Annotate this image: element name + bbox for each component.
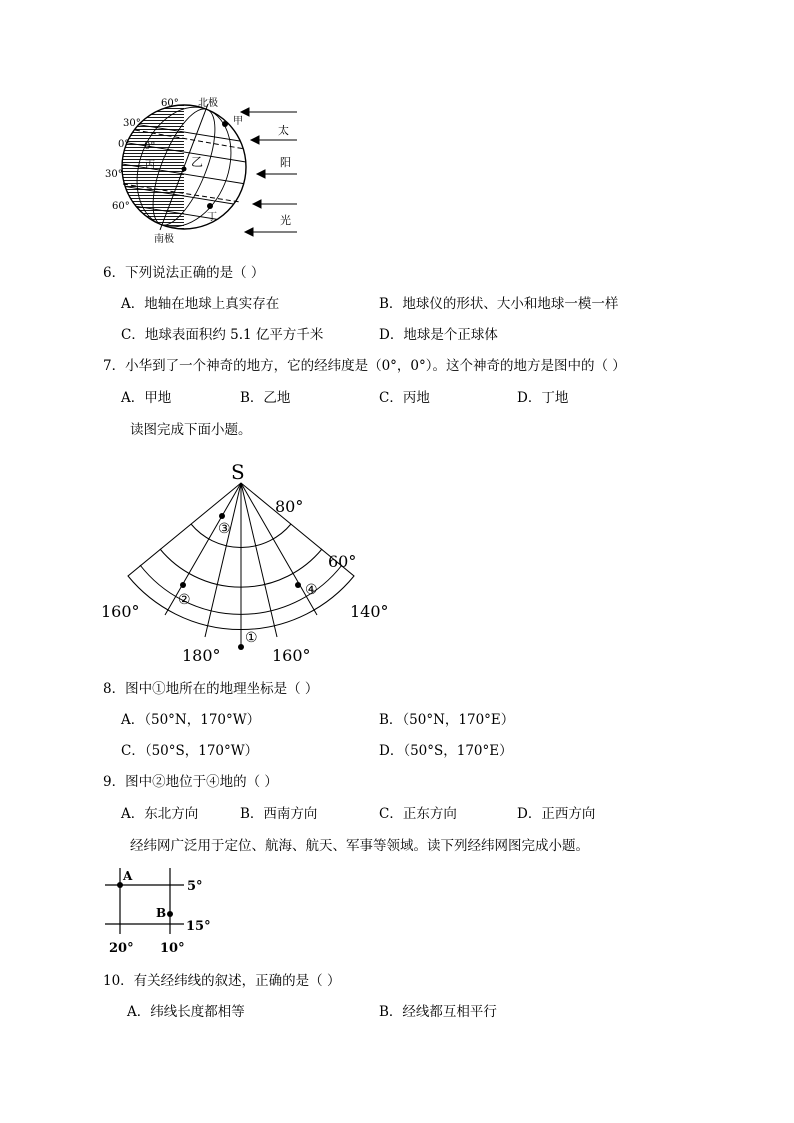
sunlight-label: 太 (278, 124, 289, 137)
lat-label: 0° (118, 139, 130, 150)
q8-option-c: C．（50°S，170°W） (121, 743, 259, 759)
q8-option-b: B．（50°N，170°E） (379, 712, 515, 728)
point-label: 甲 (233, 116, 243, 127)
point-label: A (123, 869, 133, 883)
q9-option-a: A．东北方向 (121, 806, 199, 822)
point-yi (182, 167, 187, 172)
q7-option-c: C．丙地 (379, 390, 430, 406)
lat-label: 60° (112, 201, 130, 212)
point-label: ③ (218, 521, 231, 537)
q6-option-c: C．地球表面积约 5.1 亿平方千米 (121, 327, 324, 343)
inner-zero-label: 0° (144, 141, 156, 152)
lat-label: 30° (105, 169, 123, 180)
point-label: ② (178, 592, 191, 608)
north-pole-label: 北极 (198, 98, 218, 109)
question-10-stem: 10．有关经纬线的叙述，正确的是（ ） (103, 973, 341, 989)
polar-map-figure (95, 455, 405, 670)
question-8-stem: 8．图中①地所在的地理坐标是（ ） (103, 681, 319, 697)
point-label: ① (245, 630, 258, 646)
point-ding (207, 203, 213, 209)
q10-option-b: B．经线都互相平行 (379, 1004, 497, 1020)
point-label: B (156, 906, 167, 920)
lat-label: 80° (275, 497, 304, 516)
globe-figure (95, 92, 315, 252)
point-jia (222, 121, 228, 127)
q7-option-a: A．甲地 (121, 390, 172, 406)
lon-label: 140° (350, 602, 389, 621)
q9-option-c: C．正东方向 (379, 806, 457, 822)
point-label: 丙 (145, 160, 155, 171)
q9-option-b: B．西南方向 (240, 806, 318, 822)
point-label: 丁 (207, 212, 217, 223)
question-9-stem: 9．图中②地位于④地的（ ） (103, 774, 278, 790)
q6-option-b: B．地球仪的形状、大小和地球一模一样 (379, 296, 619, 312)
sunlight-label: 光 (280, 214, 291, 227)
lat-label: 30° (123, 118, 141, 129)
q9-option-d: D．正西方向 (517, 806, 596, 822)
lon-label: 180° (182, 646, 221, 665)
lon-label: 10° (160, 941, 185, 956)
q6-option-d: D．地球是个正球体 (379, 327, 498, 343)
south-pole-label: S (231, 460, 245, 484)
q7-option-b: B．乙地 (240, 390, 291, 406)
latlon-grid-figure (100, 868, 220, 960)
q8-option-a: A．（50°N，170°W） (121, 712, 261, 728)
lat-label: 15° (186, 919, 211, 934)
lat-label: 5° (187, 879, 203, 894)
q6-option-a: A．地轴在地球上真实存在 (121, 296, 280, 312)
question-7-stem: 7．小华到了一个神奇的地方，它的经纬度是（0°，0°）。这个神奇的地方是图中的（ ） (103, 358, 626, 374)
lon-label: 20° (109, 941, 134, 956)
lat-label: 60° (328, 552, 357, 571)
south-pole-label: 南极 (154, 234, 174, 245)
q8-option-d: D．（50°S，170°E） (379, 743, 513, 759)
q7-option-d: D．丁地 (517, 390, 569, 406)
point-label: 乙 (191, 155, 204, 169)
point-label: ④ (305, 582, 318, 598)
q10-option-a: A．纬线长度都相等 (127, 1004, 245, 1020)
lon-label: 160° (272, 646, 311, 665)
lat-label: 60° (161, 98, 179, 109)
reading-instruction: 读图完成下面小题。 (130, 422, 252, 438)
lon-label: 160° (101, 602, 140, 621)
sunlight-label: 阳 (280, 156, 291, 169)
question-6-stem: 6．下列说法正确的是（ ） (103, 265, 265, 281)
reading-instruction: 经纬网广泛用于定位、航海、航天、军事等领域。读下列经纬网图完成小题。 (130, 838, 589, 854)
